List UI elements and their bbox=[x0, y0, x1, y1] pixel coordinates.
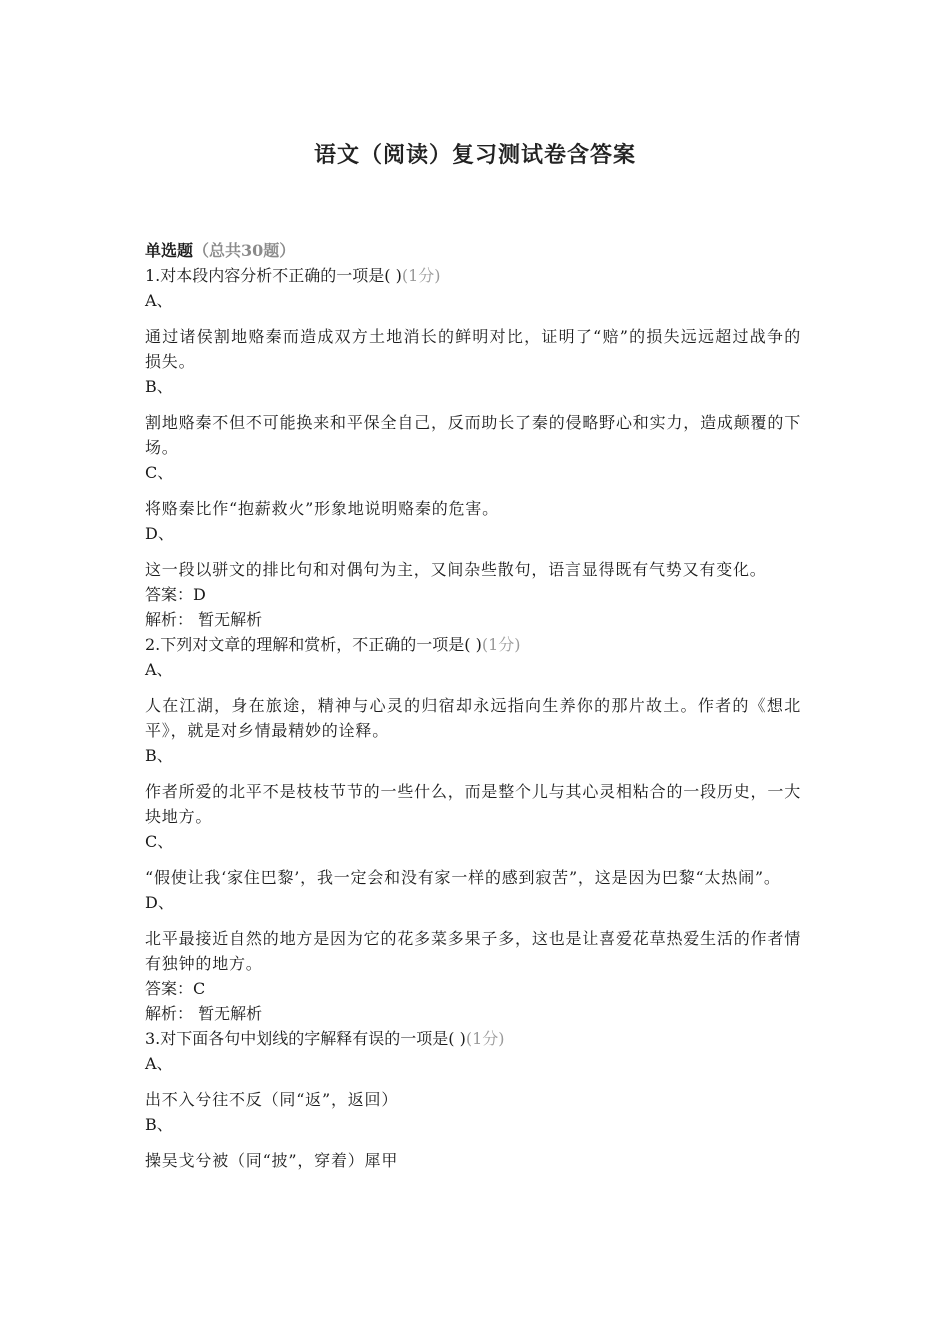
question-1 bbox=[145, 263, 801, 632]
option-c-label: C、 bbox=[145, 463, 174, 482]
option-d-text: 这一段以骈文的排比句和对偶句为主，又间杂些散句，语言显得既有气势又有变化。 bbox=[145, 560, 767, 579]
option-c-text: 将赂秦比作“抱薪救火”形象地说明赂秦的危害。 bbox=[145, 499, 499, 518]
option-b-label: B、 bbox=[145, 746, 173, 765]
page-title: 语文（阅读）复习测试卷含答案 bbox=[313, 142, 636, 168]
question-stem: 2.下列对文章的理解和赏析，不正确的一项是( )(1分) bbox=[145, 635, 521, 654]
option-a-text: 通过诸侯割地赂秦而造成双方土地消长的鲜明对比，证明了“赔”的损失远远超过战争的损失。 bbox=[145, 327, 801, 371]
question-score: (1分) bbox=[401, 266, 441, 285]
option-b-text: 割地赂秦不但不可能换来和平保全自己，反而助长了秦的侵略野心和实力，造成颠覆的下场。 bbox=[145, 413, 801, 457]
question-2 bbox=[145, 632, 801, 1026]
option-b-label: B、 bbox=[145, 377, 173, 396]
question-3 bbox=[145, 1026, 801, 1173]
option-c-text: “假使让我‘家住巴黎’，我一定会和没有家一样的感到寂苦”，这是因为巴黎“太热闹”。 bbox=[145, 868, 781, 887]
question-score: (1分) bbox=[465, 1029, 505, 1048]
option-d-label: D、 bbox=[145, 524, 174, 543]
option-b-label: B、 bbox=[145, 1115, 173, 1134]
question-stem: 3.对下面各句中划线的字解释有误的一项是( )(1分) bbox=[145, 1029, 505, 1048]
document-body bbox=[145, 238, 801, 1173]
option-d-label: D、 bbox=[145, 893, 174, 912]
analysis-line: 解析： 暂无解析 bbox=[145, 610, 263, 629]
option-a-text: 出不入兮往不反（同“返”，返回） bbox=[145, 1090, 399, 1109]
question-score: (1分) bbox=[481, 635, 521, 654]
option-b-text: 作者所爱的北平不是枝枝节节的一些什么，而是整个儿与其心灵相粘合的一段历史，一大块地方。 bbox=[145, 782, 801, 826]
option-a-text: 人在江湖，身在旅途，精神与心灵的归宿却永远指向生养你的那片故土。作者的《想北平》，就是对乡情最精妙的诠释。 bbox=[145, 696, 801, 740]
option-c-label: C、 bbox=[145, 832, 174, 851]
answer-line: 答案：C bbox=[145, 979, 206, 998]
option-b-text: 操吴戈兮被（同“披”，穿着）犀甲 bbox=[145, 1151, 399, 1170]
option-a-label: A、 bbox=[145, 660, 173, 679]
option-d-text: 北平最接近自然的地方是因为它的花多菜多果子多，这也是让喜爱花草热爱生活的作者情有独钟的地方。 bbox=[145, 929, 801, 973]
question-stem: 1.对本段内容分析不正确的一项是( )(1分) bbox=[145, 266, 441, 285]
section-heading bbox=[145, 238, 801, 263]
option-a-label: A、 bbox=[145, 1054, 173, 1073]
answer-line: 答案：D bbox=[145, 585, 206, 604]
option-a-label: A、 bbox=[145, 291, 173, 310]
section-label: 单选题 bbox=[145, 241, 194, 260]
section-count: （总共30题） bbox=[193, 241, 296, 260]
analysis-line: 解析： 暂无解析 bbox=[145, 1004, 263, 1023]
